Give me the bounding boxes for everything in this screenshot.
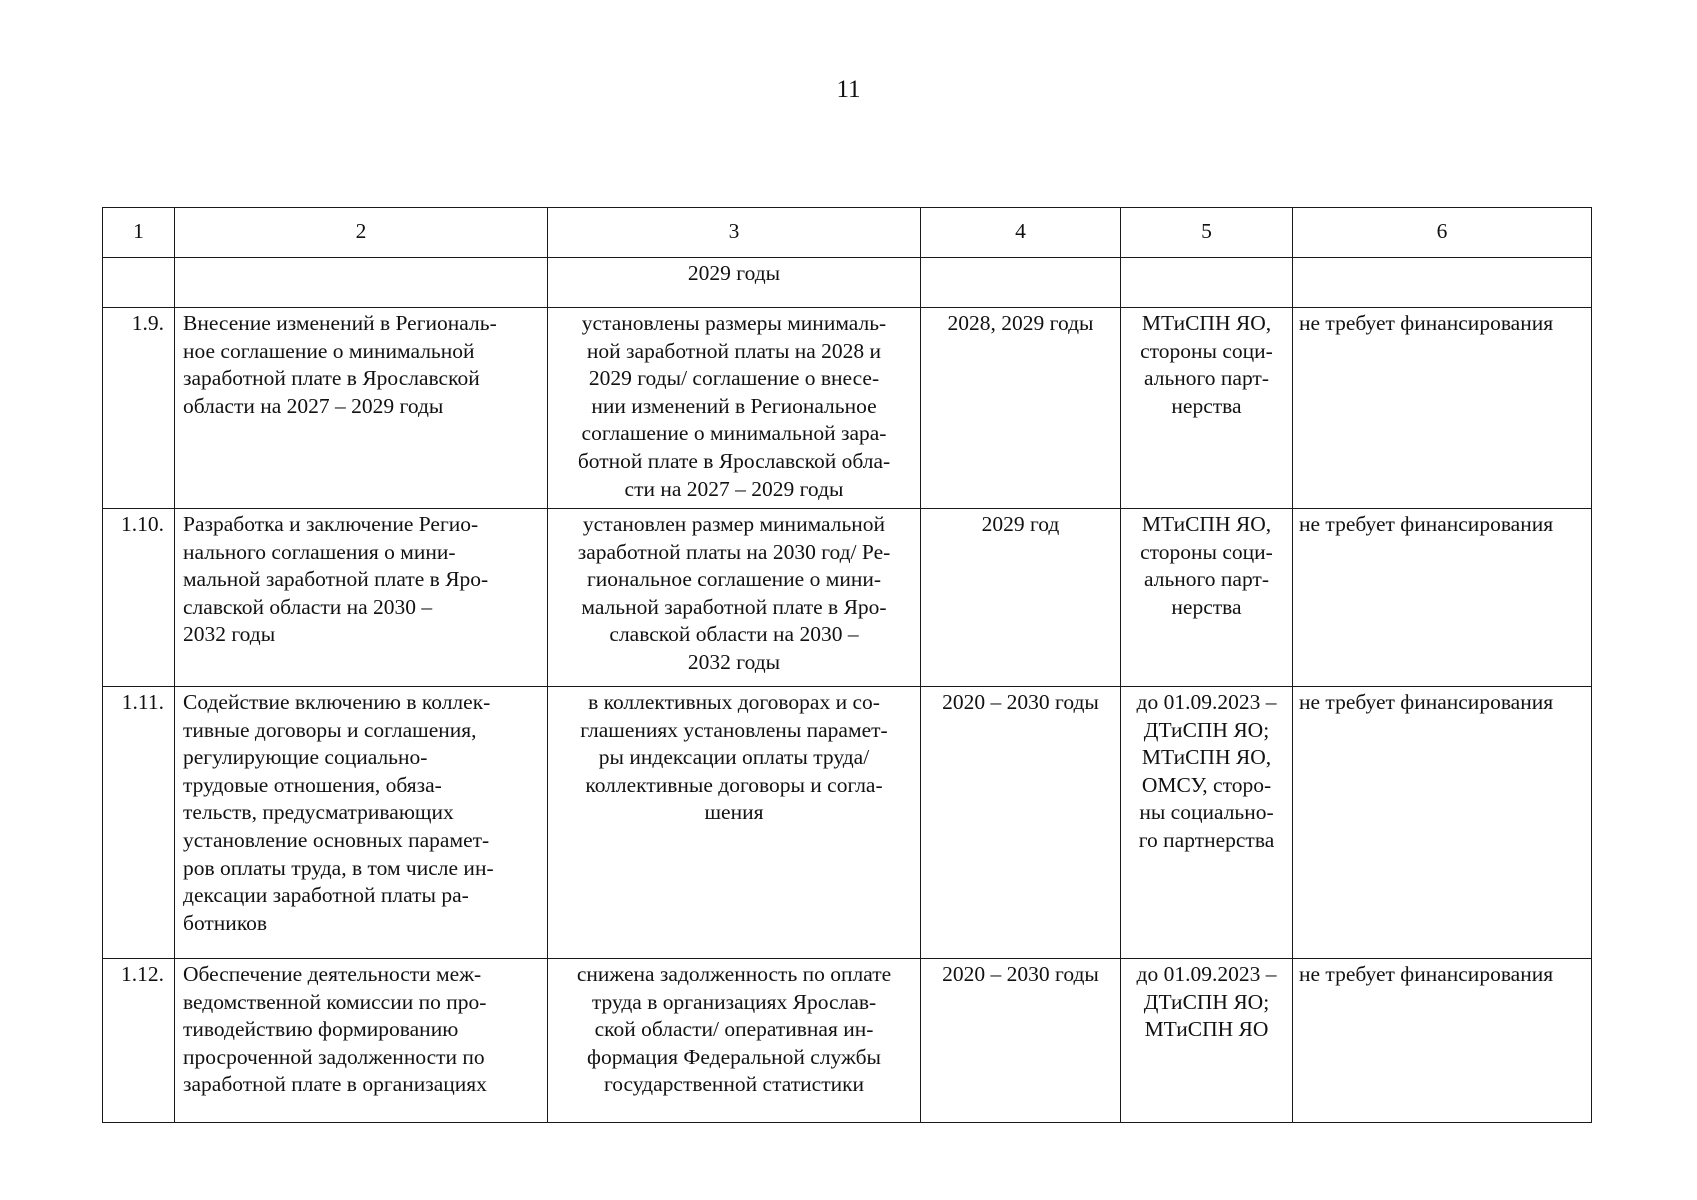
cell-line: формация Федеральной службы: [587, 1044, 881, 1069]
cell-line: ботной плате в Ярославской обла-: [577, 448, 891, 473]
cell-line: дексации заработной платы ра-: [183, 883, 469, 908]
table-row: [103, 509, 1592, 687]
column-number: 4: [921, 208, 1121, 258]
cell-line: 2032 годы: [687, 649, 781, 674]
cell-line: ДТиСПН ЯО;: [1143, 989, 1270, 1014]
cell-line: не требует финансирования: [1299, 311, 1554, 335]
cell-line: 2020 – 2030 годы: [942, 962, 1099, 986]
cell-line: 2029 годы/ соглашение о внесе-: [588, 366, 880, 391]
cell-line: нерства: [1171, 594, 1242, 619]
cell-line: области на 2027 – 2029 годы: [183, 393, 444, 418]
cell-line: МТиСПН ЯО: [1144, 1017, 1269, 1042]
cell-line: мальной заработной плате в Яро-: [581, 594, 887, 619]
cell-line: просроченной задолженности по: [183, 1044, 485, 1069]
cell-line: стороны соци-: [1140, 539, 1273, 564]
continuation-text: 2029 годы: [548, 258, 921, 308]
item-number: 1.10.: [103, 509, 175, 687]
cell-line: ального парт-: [1143, 366, 1269, 391]
cell-line: Обеспечение деятельности меж-: [183, 962, 482, 986]
cell-line: 2020 – 2030 годы: [942, 690, 1099, 714]
table-cell: [103, 258, 175, 308]
responsible-executor: [1121, 959, 1293, 1123]
cell-line: заработной плате в организациях: [183, 1072, 487, 1097]
cell-line: ров оплаты труда, в том числе ин-: [183, 855, 494, 880]
cell-line: ны социально-: [1139, 800, 1274, 825]
expected-result: [548, 308, 921, 509]
cell-line: 2032 годы: [183, 622, 276, 647]
column-number-row: [103, 208, 1592, 258]
cell-line: Содействие включению в коллек-: [183, 690, 491, 714]
activity-name: [175, 687, 548, 959]
column-number: 3: [548, 208, 921, 258]
column-number: 6: [1293, 208, 1592, 258]
cell-line: не требует финансирования: [1299, 512, 1554, 536]
cell-line: 2028, 2029 годы: [947, 311, 1094, 335]
table-cell: [1293, 258, 1592, 308]
cell-line: регулирующие социально-: [183, 745, 428, 770]
cell-line: ры индексации оплаты труда/: [598, 745, 870, 770]
funding-source: [1293, 959, 1592, 1123]
page-number: 11: [836, 76, 861, 103]
cell-line: ОМСУ, сторо-: [1141, 772, 1272, 797]
cell-line: го партнерства: [1138, 827, 1275, 852]
continuation-row: [103, 258, 1592, 308]
implementation-period: [921, 687, 1121, 959]
cell-line: стороны соци-: [1140, 338, 1273, 363]
funding-source: [1293, 308, 1592, 509]
cell-line: славской области на 2030 –: [183, 594, 433, 619]
cell-line: ведомственной комиссии по про-: [183, 989, 487, 1014]
implementation-period: [921, 509, 1121, 687]
cell-line: сти на 2027 – 2029 годы: [624, 476, 844, 501]
cell-line: нерства: [1171, 393, 1242, 418]
cell-line: ное соглашение о минимальной: [183, 338, 475, 363]
cell-line: тельств, предусматривающих: [183, 800, 454, 825]
cell-line: Разработка и заключение Регио-: [183, 512, 479, 536]
expected-result: [548, 509, 921, 687]
cell-line: не требует финансирования: [1299, 690, 1554, 714]
cell-line: Внесение изменений в Региональ-: [183, 311, 497, 335]
cell-line: коллективные договоры и согла-: [585, 772, 883, 797]
item-number: 1.9.: [103, 308, 175, 509]
activity-name: [175, 308, 548, 509]
cell-line: МТиСПН ЯО,: [1141, 745, 1272, 770]
cell-line: гиональное соглашение о мини-: [586, 567, 881, 592]
table-cell: [175, 258, 548, 308]
funding-source: [1293, 509, 1592, 687]
cell-line: государственной статистики: [603, 1072, 865, 1097]
responsible-executor: [1121, 687, 1293, 959]
cell-line: установление основных парамет-: [183, 827, 490, 852]
cell-line: заработной плате в Ярославской: [183, 366, 480, 391]
expected-result: [548, 959, 921, 1123]
funding-source: [1293, 687, 1592, 959]
activity-table: [102, 207, 1592, 1123]
cell-line: нального соглашения о мини-: [183, 539, 456, 564]
responsible-executor: [1121, 509, 1293, 687]
cell-line: трудовые отношения, обяза-: [183, 772, 442, 797]
item-number: 1.12.: [103, 959, 175, 1123]
cell-line: ботников: [183, 910, 268, 935]
cell-line: установлены размеры минималь-: [581, 311, 887, 335]
cell-line: МТиСПН ЯО,: [1141, 311, 1272, 335]
cell-line: до 01.09.2023 –: [1136, 962, 1277, 986]
table-cell: [1121, 258, 1293, 308]
column-number: 2: [175, 208, 548, 258]
cell-line: ДТиСПН ЯО;: [1143, 717, 1270, 742]
cell-line: снижена задолженность по оплате: [576, 962, 892, 986]
activity-name: [175, 509, 548, 687]
cell-line: труда в организациях Ярослав-: [591, 989, 877, 1014]
table-cell: [921, 258, 1121, 308]
item-number: 1.11.: [103, 687, 175, 959]
activity-name: [175, 959, 548, 1123]
cell-line: тиводействию формированию: [183, 1017, 459, 1042]
cell-line: тивные договоры и соглашения,: [183, 717, 477, 742]
cell-line: до 01.09.2023 –: [1136, 690, 1277, 714]
responsible-executor: [1121, 308, 1293, 509]
column-number: 5: [1121, 208, 1293, 258]
cell-line: ской области/ оперативная ин-: [594, 1017, 874, 1042]
implementation-period: [921, 959, 1121, 1123]
cell-line: МТиСПН ЯО,: [1141, 512, 1272, 536]
cell-line: в коллективных договорах и со-: [588, 690, 880, 714]
implementation-period: [921, 308, 1121, 509]
expected-result: [548, 687, 921, 959]
cell-line: 2029 год: [981, 512, 1060, 536]
cell-line: шения: [704, 800, 764, 825]
column-number: 1: [103, 208, 175, 258]
cell-line: ной заработной платы на 2028 и: [586, 338, 882, 363]
cell-line: ального парт-: [1143, 567, 1269, 592]
table-row: [103, 959, 1592, 1123]
cell-line: не требует финансирования: [1299, 962, 1554, 986]
cell-line: мальной заработной плате в Яро-: [183, 567, 489, 592]
cell-line: установлен размер минимальной: [582, 512, 886, 536]
cell-line: нии изменений в Региональное: [591, 393, 877, 418]
cell-line: славской области на 2030 –: [609, 622, 859, 647]
cell-line: заработной платы на 2030 год/ Ре-: [577, 539, 891, 564]
table-row: [103, 687, 1592, 959]
cell-line: соглашение о минимальной зара-: [581, 421, 887, 446]
table-row: [103, 308, 1592, 509]
cell-line: глашениях установлены парамет-: [580, 717, 888, 742]
